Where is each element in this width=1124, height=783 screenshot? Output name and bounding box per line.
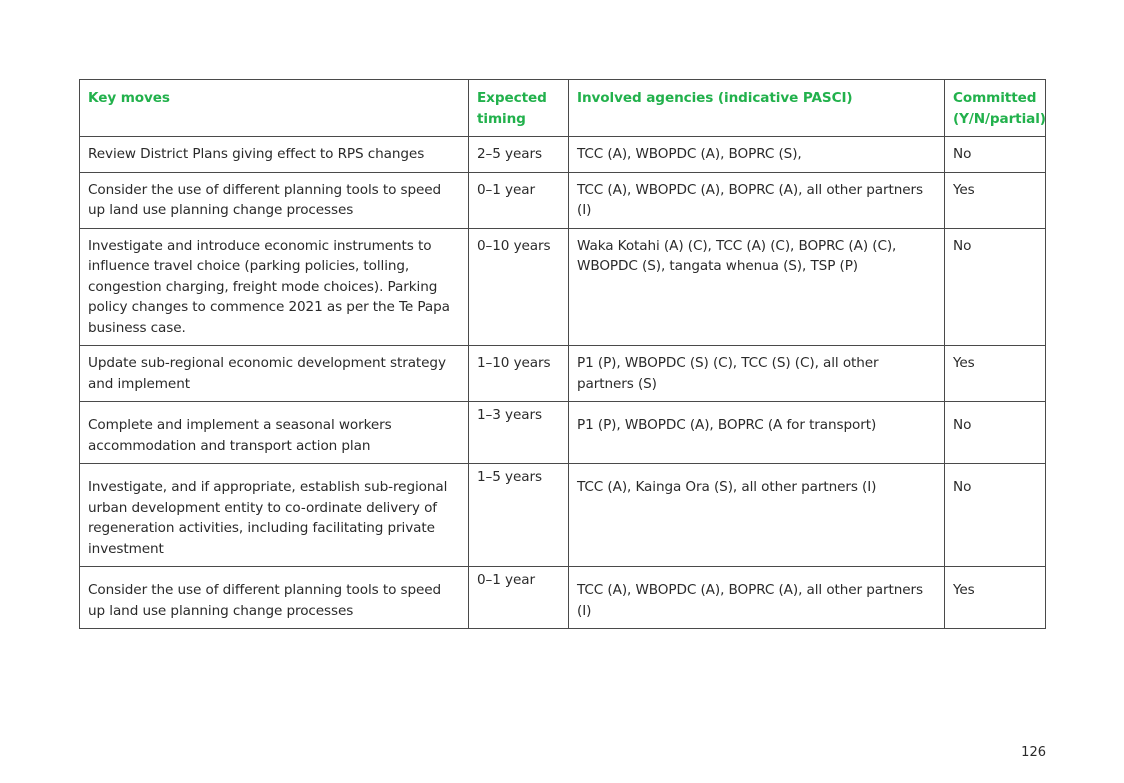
table-row xyxy=(80,346,1046,402)
header-expected-timing: Expected timing xyxy=(469,80,569,137)
cell-key-move: Consider the use of different planning tools to speed up land use planning change processes xyxy=(80,172,469,228)
cell-committed: Yes xyxy=(945,567,1046,629)
cell-committed: Yes xyxy=(945,172,1046,228)
cell-timing: 1–5 years xyxy=(469,464,569,567)
cell-key-move: Update sub-regional economic development strategy and implement xyxy=(80,346,469,402)
table-row xyxy=(80,137,1046,173)
table-header-row xyxy=(80,80,1046,137)
table-row xyxy=(80,402,1046,464)
header-committed: Committed (Y/N/partial) xyxy=(945,80,1046,137)
cell-key-move: Investigate, and if appropriate, establish sub-regional urban development entity to co-ordinate delivery of regeneration activities, including facilitating private investment xyxy=(80,464,469,567)
table-row xyxy=(80,228,1046,346)
cell-committed: No xyxy=(945,137,1046,173)
cell-agencies: TCC (A), WBOPDC (A), BOPRC (A), all other partners (I) xyxy=(569,567,945,629)
cell-committed: No xyxy=(945,464,1046,567)
cell-key-move: Review District Plans giving effect to RPS changes xyxy=(80,137,469,173)
table-row xyxy=(80,567,1046,629)
table-row xyxy=(80,464,1046,567)
cell-committed: No xyxy=(945,228,1046,346)
cell-timing: 1–3 years xyxy=(469,402,569,464)
cell-agencies: TCC (A), Kainga Ora (S), all other partners (I) xyxy=(569,464,945,567)
cell-timing: 0–10 years xyxy=(469,228,569,346)
cell-agencies: P1 (P), WBOPDC (A), BOPRC (A for transport) xyxy=(569,402,945,464)
header-key-moves: Key moves xyxy=(80,80,469,137)
table-row xyxy=(80,172,1046,228)
header-involved-agencies: Involved agencies (indicative PASCI) xyxy=(569,80,945,137)
cell-timing: 0–1 year xyxy=(469,567,569,629)
cell-timing: 2–5 years xyxy=(469,137,569,173)
cell-agencies: TCC (A), WBOPDC (A), BOPRC (A), all other partners (I) xyxy=(569,172,945,228)
cell-timing: 1–10 years xyxy=(469,346,569,402)
cell-agencies: P1 (P), WBOPDC (S) (C), TCC (S) (C), all other partners (S) xyxy=(569,346,945,402)
cell-committed: Yes xyxy=(945,346,1046,402)
key-moves-table xyxy=(79,79,1046,629)
cell-key-move: Complete and implement a seasonal workers accommodation and transport action plan xyxy=(80,402,469,464)
cell-agencies: TCC (A), WBOPDC (A), BOPRC (S), xyxy=(569,137,945,173)
cell-key-move: Consider the use of different planning tools to speed up land use planning change processes xyxy=(80,567,469,629)
cell-committed: No xyxy=(945,402,1046,464)
cell-timing: 0–1 year xyxy=(469,172,569,228)
page-number: 126 xyxy=(1021,745,1046,760)
cell-key-move: Investigate and introduce economic instruments to influence travel choice (parking policies, tolling, congestion charging, freight mode choices). Parking policy changes to commence 2021 as per the Te Papa business case. xyxy=(80,228,469,346)
cell-agencies: Waka Kotahi (A) (C), TCC (A) (C), BOPRC (A) (C), WBOPDC (S), tangata whenua (S), TSP (P) xyxy=(569,228,945,346)
